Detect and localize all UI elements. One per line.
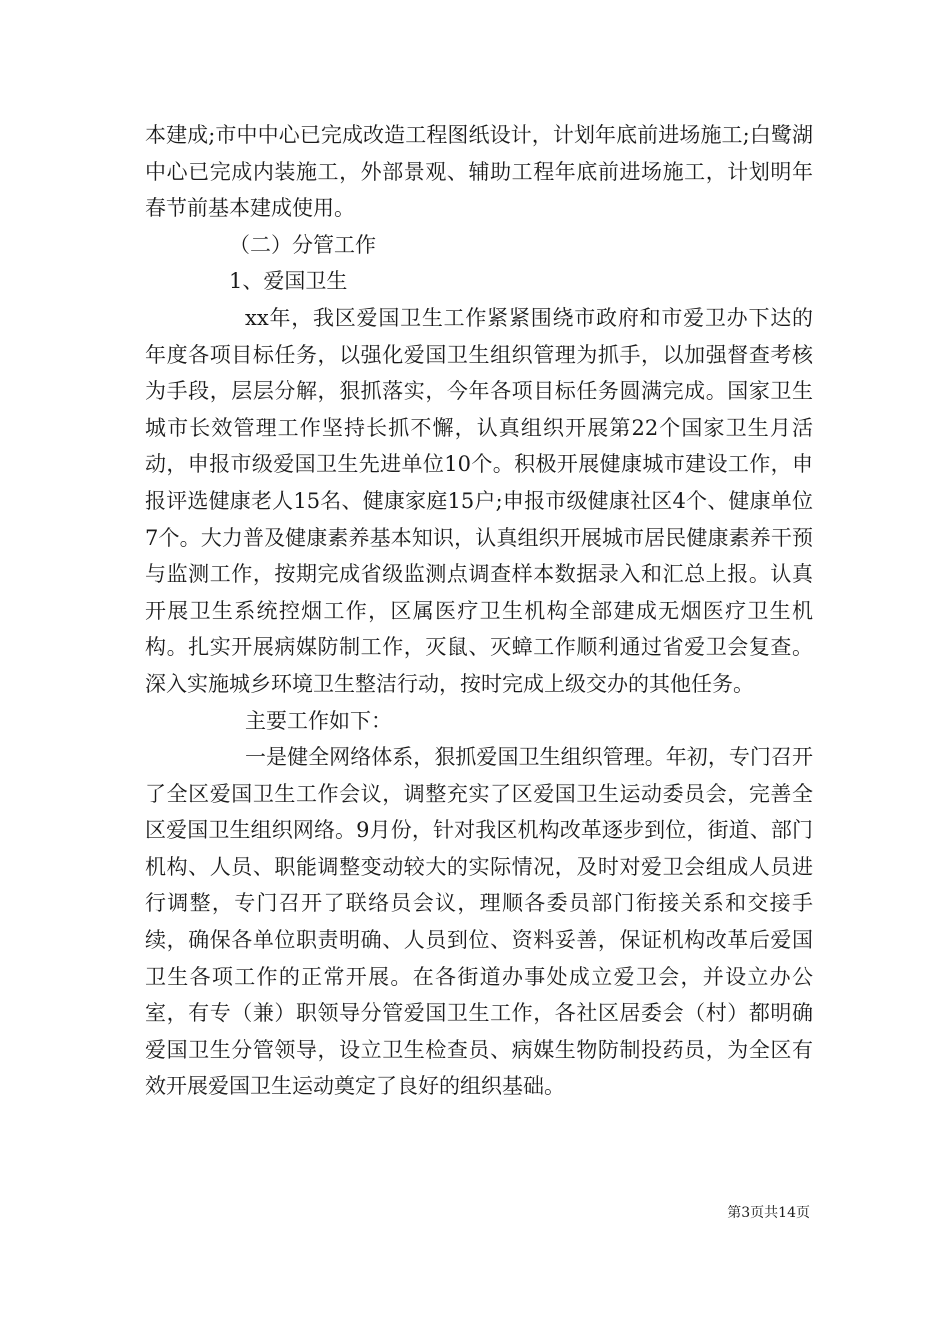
page-number-footer: 第3页共14页: [727, 1205, 810, 1221]
paragraph-network-system: 一是健全网络体系，狠抓爱国卫生组织管理。年初，专门召开了全区爱国卫生工作会议，调整充实了区爱国卫生运动委员会，完善全区爱国卫生组织网络。9月份，针对我区机构改革逐步到位，街道、部门机构、人员、职能调整变动较大的实际情况，及时对爱卫会组成人员进行调整，专门召开了联络员会议，理顺各委员部门衔接关系和交接手续，确保各单位职责明确、人员到位、资料妥善，保证机构改革后爱国卫生各项工作的正常开展。在各街道办事处成立爱卫会，并设立办公室，有专（兼）职领导分管爱国卫生工作，各社区居委会（村）都明确爱国卫生分管领导，设立卫生检查员、病媒生物防制投药员，为全区有效开展爱国卫生运动奠定了良好的组织基础。: [145, 745, 813, 1099]
subsection-heading: 1、爱国卫生: [229, 269, 348, 294]
paragraph-patriotic-health-summary: xx年，我区爱国卫生工作紧紧围绕市政府和市爱卫办下达的年度各项目标任务，以强化爱国卫生组织管理为抓手，以加强督查考核为手段，层层分解，狠抓落实，今年各项目标任务圆满完成。国家卫生城市长效管理工作坚持长抓不懈，认真组织开展第22个国家卫生月活动，申报市级爱国卫生先进单位10个。积极开展健康城市建设工作，申报评选健康老人15名、健康家庭15户;申报市级健康社区4个、健康单位7个。大力普及健康素养基本知识，认真组织开展城市居民健康素养干预与监测工作，按期完成省级监测点调查样本数据录入和汇总上报。认真开展卫生系统控烟工作，区属医疗卫生机构全部建成无烟医疗卫生机构。扎实开展病媒防制工作，灭鼠、灭蟑工作顺利通过省爱卫会复查。深入实施城乡环境卫生整洁行动，按时完成上级交办的其他任务。: [145, 305, 813, 696]
paragraph-continuation: 本建成;市中中心已完成改造工程图纸设计，计划年底前进场施工;白鹭湖中心已完成内装施工，外部景观、辅助工程年底前进场施工，计划明年春节前基本建成使用。: [145, 123, 813, 221]
paragraph-main-work-intro: 主要工作如下：: [245, 708, 392, 733]
section-heading: （二）分管工作: [229, 232, 376, 257]
document-body: [145, 117, 813, 1105]
